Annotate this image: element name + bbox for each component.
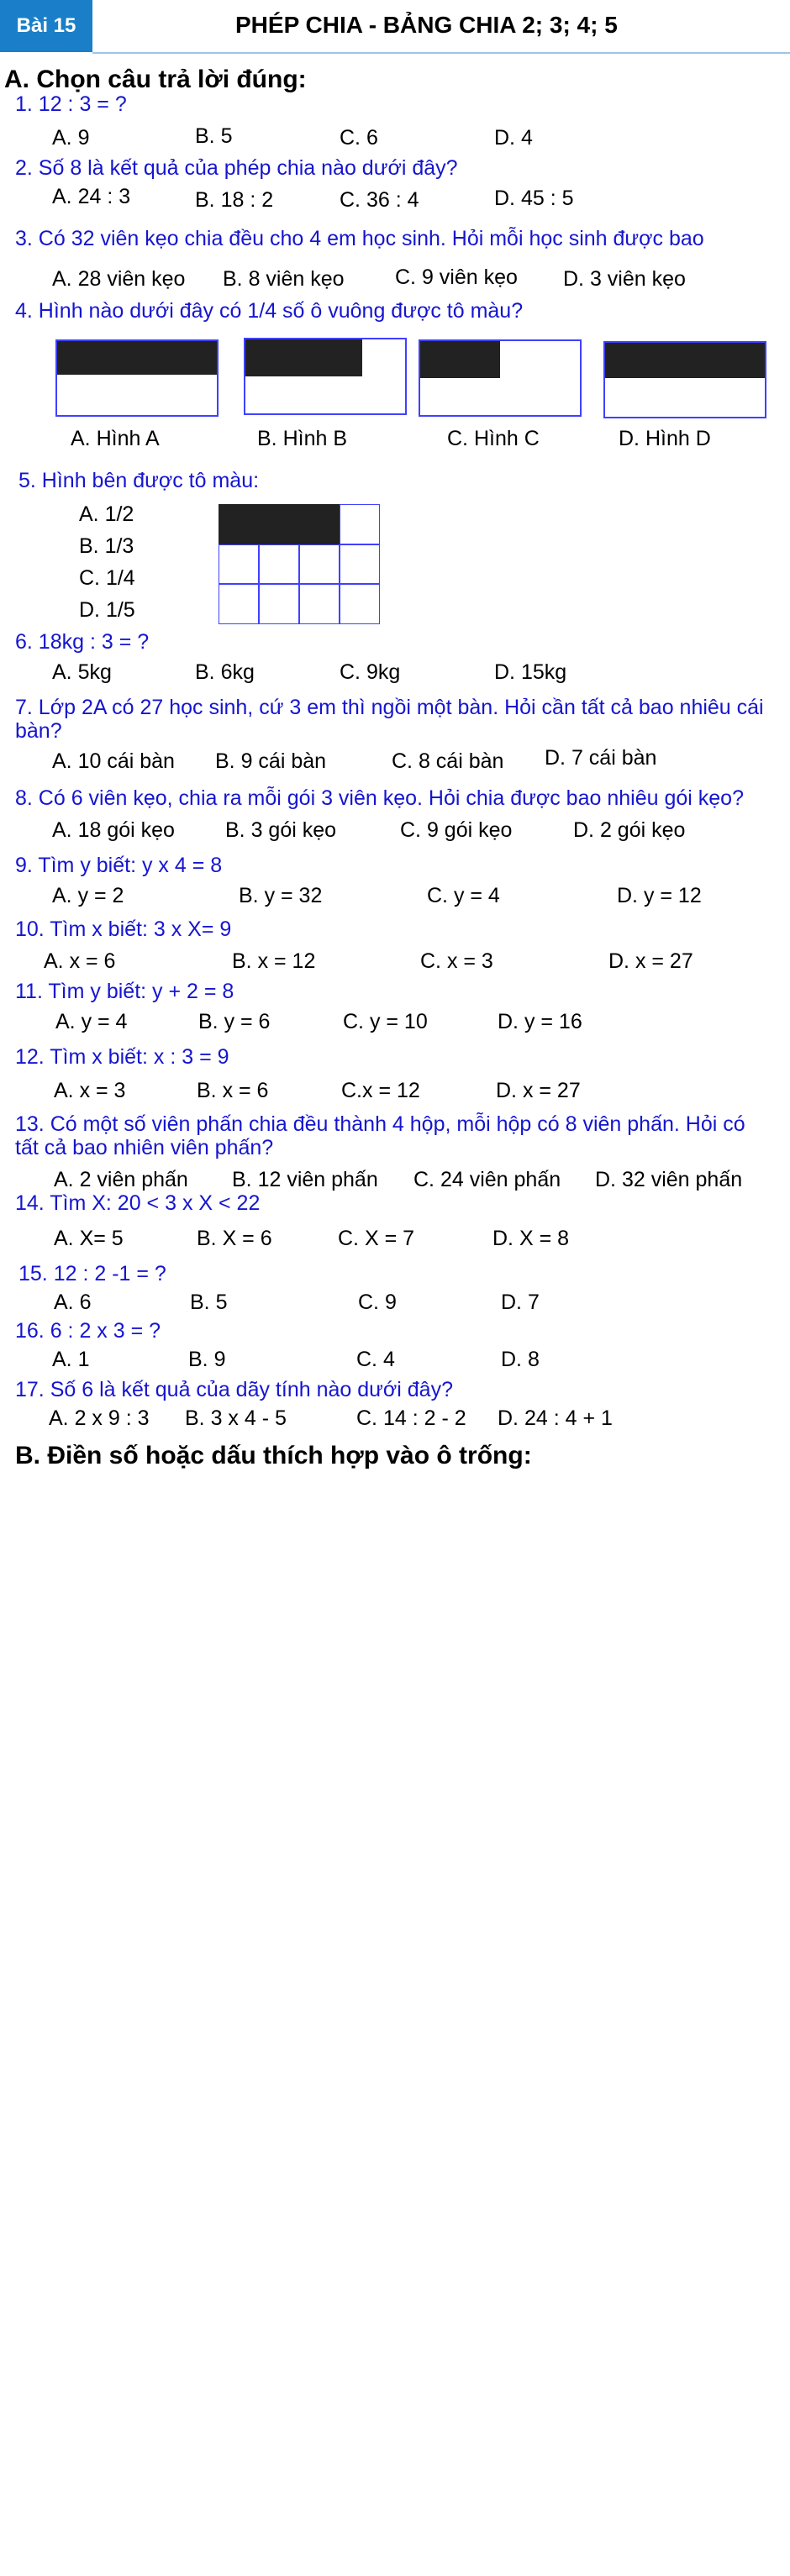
q8-option-a[interactable]: A. 18 gói kẹo — [52, 818, 175, 842]
q17-option-a[interactable]: A. 2 x 9 : 3 — [49, 1406, 150, 1430]
q17-option-d[interactable]: D. 24 : 4 + 1 — [498, 1406, 613, 1430]
q10-option-a[interactable]: A. x = 6 — [44, 949, 116, 973]
question-4: 4. Hình nào dưới đây có 1/4 số ô vuông được tô màu? — [15, 299, 524, 323]
q4-option-c[interactable]: C. Hình C — [447, 427, 540, 450]
question-3: 3. Có 32 viên kẹo chia đều cho 4 em học sinh. Hỏi mỗi học sinh được bao — [15, 227, 704, 250]
q10-option-b[interactable]: B. x = 12 — [232, 949, 316, 973]
grid-cell — [340, 584, 380, 624]
figure-c — [419, 339, 582, 417]
q2-option-c[interactable]: C. 36 : 4 — [340, 188, 419, 212]
q16-option-d[interactable]: D. 8 — [501, 1348, 540, 1371]
q10-option-c[interactable]: C. x = 3 — [420, 949, 493, 973]
figure-d — [603, 341, 766, 418]
q14-option-a[interactable]: A. X= 5 — [54, 1227, 124, 1250]
q8-option-b[interactable]: B. 3 gói kẹo — [225, 818, 337, 842]
question-6: 6. 18kg : 3 = ? — [15, 630, 150, 654]
q16-option-b[interactable]: B. 9 — [188, 1348, 226, 1371]
question-14: 14. Tìm X: 20 < 3 x X < 22 — [15, 1191, 261, 1215]
q13-option-a[interactable]: A. 2 viên phấn — [54, 1168, 188, 1191]
question-7: 7. Lớp 2A có 27 học sinh, cứ 3 em thì ngồi một bàn. Hỏi cần tất cả bao nhiêu cái bàn? — [15, 696, 764, 743]
grid-cell — [259, 584, 299, 624]
q7-option-d[interactable]: D. 7 cái bàn — [545, 746, 657, 770]
q5-grid — [219, 504, 380, 624]
q11-option-a[interactable]: A. y = 4 — [55, 1010, 128, 1033]
q6-option-c[interactable]: C. 9kg — [340, 660, 401, 684]
q3-option-c[interactable]: C. 9 viên kẹo — [395, 265, 518, 289]
q13-option-b[interactable]: B. 12 viên phấn — [232, 1168, 378, 1191]
figure-a-shade — [57, 341, 217, 375]
q1-option-a[interactable]: A. 9 — [52, 126, 90, 150]
q15-option-a[interactable]: A. 6 — [54, 1291, 92, 1314]
q10-option-d[interactable]: D. x = 27 — [608, 949, 693, 973]
question-9: 9. Tìm y biết: y x 4 = 8 — [15, 854, 223, 877]
q8-option-d[interactable]: D. 2 gói kẹo — [573, 818, 686, 842]
q15-option-d[interactable]: D. 7 — [501, 1291, 540, 1314]
q14-option-d[interactable]: D. X = 8 — [492, 1227, 570, 1250]
grid-cell — [299, 544, 340, 584]
q12-option-d[interactable]: D. x = 27 — [496, 1079, 581, 1102]
q2-option-a[interactable]: A. 24 : 3 — [52, 185, 131, 208]
q6-option-d[interactable]: D. 15kg — [494, 660, 567, 684]
q6-option-b[interactable]: B. 6kg — [195, 660, 255, 684]
q12-option-c[interactable]: C.x = 12 — [341, 1079, 420, 1102]
q5-option-a[interactable]: A. 1/2 — [79, 502, 134, 526]
q7-option-c[interactable]: C. 8 cái bàn — [392, 749, 504, 773]
q1-option-d[interactable]: D. 4 — [494, 126, 533, 150]
q9-option-b[interactable]: B. y = 32 — [239, 884, 323, 907]
question-17: 17. Số 6 là kết quả của dãy tính nào dưới đây? — [15, 1378, 453, 1401]
question-13: 13. Có một số viên phấn chia đều thành 4 hộp, mỗi hộp có 8 viên phấn. Hỏi có tất cả bao nhiên viên phấn? — [15, 1112, 745, 1159]
page-title: PHÉP CHIA - BẢNG CHIA 2; 3; 4; 5 — [235, 12, 618, 38]
section-a-heading: A. Chọn câu trả lời đúng: — [4, 66, 307, 93]
q17-option-b[interactable]: B. 3 x 4 - 5 — [185, 1406, 287, 1430]
header-divider — [92, 52, 790, 54]
grid-cell — [299, 504, 340, 544]
grid-cell — [219, 504, 259, 544]
grid-cell — [219, 584, 259, 624]
q15-option-b[interactable]: B. 5 — [190, 1291, 228, 1314]
lesson-badge: Bài 15 — [0, 0, 92, 52]
q5-option-d[interactable]: D. 1/5 — [79, 598, 135, 622]
question-10: 10. Tìm x biết: 3 x X= 9 — [15, 917, 232, 941]
question-15: 15. 12 : 2 -1 = ? — [18, 1262, 166, 1285]
q3-option-d[interactable]: D. 3 viên kẹo — [563, 267, 686, 291]
q13-option-d[interactable]: D. 32 viên phấn — [595, 1168, 743, 1191]
q9-option-c[interactable]: C. y = 4 — [427, 884, 500, 907]
q11-option-d[interactable]: D. y = 16 — [498, 1010, 582, 1033]
q16-option-a[interactable]: A. 1 — [52, 1348, 90, 1371]
q3-option-a[interactable]: A. 28 viên kẹo — [52, 267, 186, 291]
q14-option-c[interactable]: C. X = 7 — [338, 1227, 415, 1250]
grid-cell — [299, 584, 340, 624]
q17-option-c[interactable]: C. 14 : 2 - 2 — [356, 1406, 466, 1430]
q3-option-b[interactable]: B. 8 viên kẹo — [223, 267, 345, 291]
figure-c-shade — [420, 341, 500, 378]
q7-option-a[interactable]: A. 10 cái bàn — [52, 749, 175, 773]
question-16: 16. 6 : 2 x 3 = ? — [15, 1319, 161, 1343]
figure-b-shade — [245, 339, 362, 376]
figure-d-shade — [605, 343, 765, 378]
q6-option-a[interactable]: A. 5kg — [52, 660, 112, 684]
q2-option-d[interactable]: D. 45 : 5 — [494, 187, 574, 210]
q9-option-d[interactable]: D. y = 12 — [617, 884, 702, 907]
q16-option-c[interactable]: C. 4 — [356, 1348, 395, 1371]
q15-option-c[interactable]: C. 9 — [358, 1291, 397, 1314]
q7-option-b[interactable]: B. 9 cái bàn — [215, 749, 327, 773]
grid-cell — [340, 544, 380, 584]
q5-option-b[interactable]: B. 1/3 — [79, 534, 134, 558]
q8-option-c[interactable]: C. 9 gói kẹo — [400, 818, 513, 842]
question-1: 1. 12 : 3 = ? — [15, 92, 127, 116]
section-b-heading: B. Điền số hoặc dấu thích hợp vào ô trống: — [15, 1442, 532, 1469]
question-2: 2. Số 8 là kết quả của phép chia nào dưới đây? — [15, 156, 458, 180]
q1-option-c[interactable]: C. 6 — [340, 126, 378, 150]
grid-cell — [259, 544, 299, 584]
q12-option-b[interactable]: B. x = 6 — [197, 1079, 269, 1102]
q9-option-a[interactable]: A. y = 2 — [52, 884, 124, 907]
grid-cell — [340, 504, 380, 544]
q2-option-b[interactable]: B. 18 : 2 — [195, 188, 274, 212]
grid-cell — [219, 544, 259, 584]
q1-option-b[interactable]: B. 5 — [195, 124, 233, 148]
q14-option-b[interactable]: B. X = 6 — [197, 1227, 272, 1250]
figure-b — [244, 338, 407, 415]
q12-option-a[interactable]: A. x = 3 — [54, 1079, 126, 1102]
q4-option-d[interactable]: D. Hình D — [619, 427, 711, 450]
question-11: 11. Tìm y biết: y + 2 = 8 — [15, 980, 234, 1003]
q11-option-c[interactable]: C. y = 10 — [343, 1010, 428, 1033]
question-12: 12. Tìm x biết: x : 3 = 9 — [15, 1045, 229, 1069]
q4-option-a[interactable]: A. Hình A — [71, 427, 160, 450]
question-8: 8. Có 6 viên kẹo, chia ra mỗi gói 3 viên kẹo. Hỏi chia được bao nhiêu gói kẹo? — [15, 786, 744, 810]
question-5: 5. Hình bên được tô màu: — [18, 469, 260, 492]
q4-option-b[interactable]: B. Hình B — [257, 427, 347, 450]
q11-option-b[interactable]: B. y = 6 — [198, 1010, 271, 1033]
figure-a — [55, 339, 219, 417]
q5-option-c[interactable]: C. 1/4 — [79, 566, 135, 590]
q13-option-c[interactable]: C. 24 viên phấn — [413, 1168, 561, 1191]
grid-cell — [259, 504, 299, 544]
